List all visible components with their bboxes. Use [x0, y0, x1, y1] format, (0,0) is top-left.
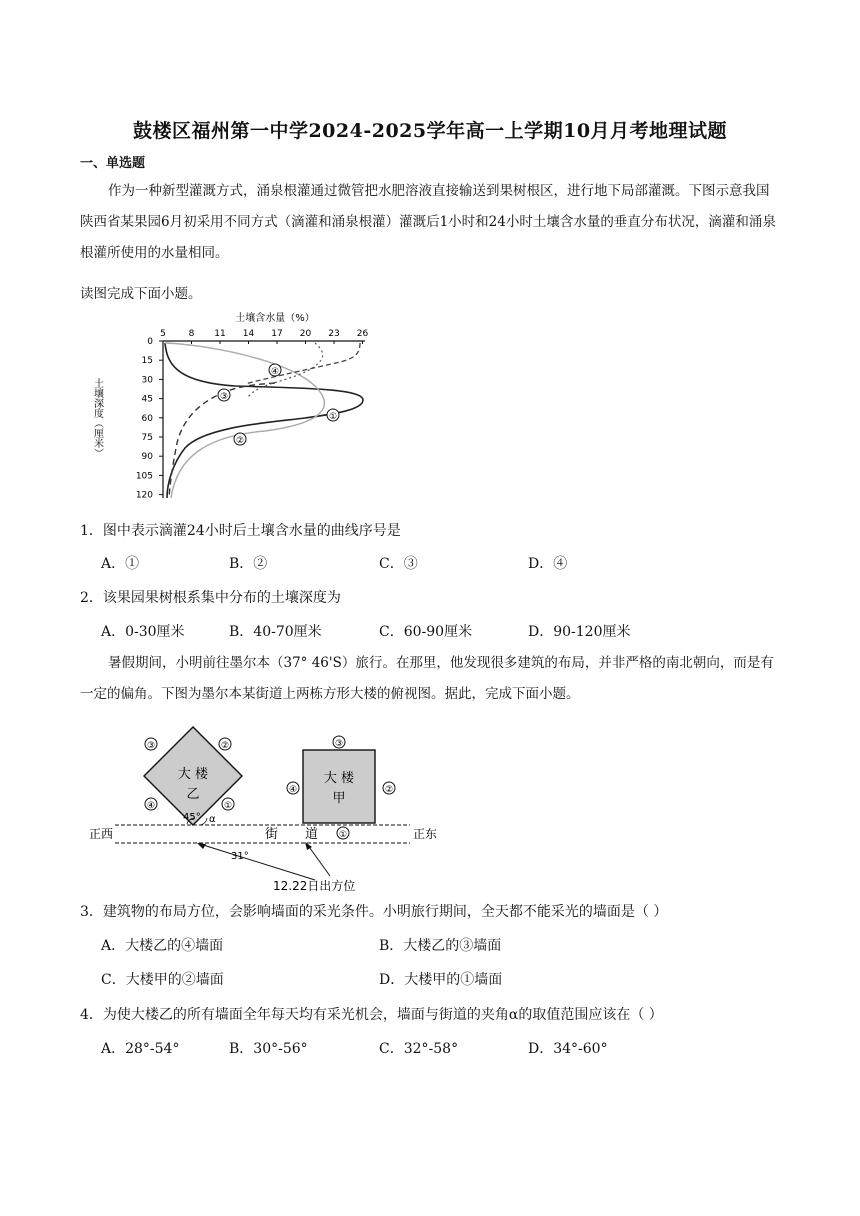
- q1-option-c[interactable]: C．③: [379, 556, 418, 572]
- x-tick-label: 20: [299, 329, 312, 339]
- curve-4: [247, 343, 323, 398]
- x-tick-label: 23: [328, 329, 340, 339]
- q4-option-a[interactable]: A．28°-54°: [101, 1041, 180, 1057]
- question-3: 3．建筑物的布局方位，会影响墙面的采光条件。小明旅行期间，全天都不能采光的墙面是（ ）: [80, 904, 668, 920]
- question-2: 2．该果园果树根系集中分布的土壤深度为: [80, 590, 341, 606]
- svg-text:12.22日出方位: 12.22日出方位: [273, 879, 356, 893]
- passage-1-instruction: 读图完成下面小题。: [80, 286, 202, 302]
- y-axis-title: 土壤深度（厘米）: [91, 378, 103, 458]
- x-tick-label: 14: [242, 329, 255, 339]
- q1-option-d[interactable]: D．④: [528, 556, 568, 572]
- svg-text:大 楼: 大 楼: [323, 771, 355, 786]
- q3-option-d[interactable]: D．大楼甲的①墙面: [379, 972, 503, 988]
- svg-text:大 楼: 大 楼: [177, 767, 209, 782]
- svg-text:④: ④: [146, 801, 156, 811]
- x-tick-label: 17: [271, 329, 283, 339]
- question-4: 4．为使大楼乙的所有墙面全年每天均有采光机会，墙面与街道的夹角α的取值范围应该在（ ）: [80, 1007, 663, 1023]
- svg-text:②: ②: [235, 436, 245, 446]
- y-tick-label: 90: [141, 452, 153, 463]
- svg-text:街: 街: [265, 827, 279, 842]
- y-tick-label: 105: [135, 471, 153, 482]
- q3-option-b[interactable]: B．大楼乙的③墙面: [379, 938, 502, 954]
- x-tick-label: 8: [188, 329, 195, 339]
- y-tick-label: 45: [141, 394, 153, 405]
- q2-option-b[interactable]: B．40-70厘米: [229, 624, 322, 640]
- svg-text:α: α: [209, 814, 216, 825]
- passage-2: 暑假期间，小明前往墨尔本（37° 46'S）旅行。在那里，他发现很多建筑的布局，并非严格的南北朝向，而是有一定的偏角。下图为墨尔本某街道上两栋方形大楼的俯视图。据此，完成下面小题。: [80, 655, 774, 702]
- y-tick-label: 60: [141, 413, 153, 424]
- svg-text:道: 道: [305, 827, 319, 842]
- svg-text:④: ④: [288, 785, 298, 795]
- page-title: 鼓楼区福州第一中学2024-2025学年高一上学期10月月考地理试题: [132, 120, 728, 142]
- svg-text:③: ③: [146, 741, 156, 751]
- q1-option-b[interactable]: B．②: [229, 556, 268, 572]
- svg-text:④: ④: [270, 367, 280, 377]
- q3-option-c[interactable]: C．大楼甲的②墙面: [101, 972, 224, 988]
- svg-text:31°: 31°: [231, 851, 249, 862]
- q2-option-c[interactable]: C．60-90厘米: [379, 624, 473, 640]
- y-tick-label: 0: [147, 337, 153, 347]
- svg-text:正东: 正东: [413, 827, 438, 841]
- x-tick-label: 11: [214, 329, 226, 339]
- passage-1: 作为一种新型灌溉方式，涌泉根灌通过微管把水肥溶液直接输送到果树根区，进行地下局部灌溉。下图示意我国陕西省某果园6月初采用不同方式（滴灌和涌泉根灌）灌溉后1小时和24小时土壤含水量的垂直分布状况，滴灌和涌泉根灌所使用的水量相同。: [80, 183, 776, 261]
- svg-text:①: ①: [338, 830, 348, 840]
- svg-text:乙: 乙: [186, 787, 200, 802]
- q4-option-d[interactable]: D．34°-60°: [528, 1041, 608, 1057]
- curve-2: [165, 343, 324, 498]
- x-tick-label: 26: [356, 329, 369, 339]
- question-1: 1．图中表示滴灌24小时后土壤含水量的曲线序号是: [80, 523, 401, 539]
- y-tick-label: 15: [141, 356, 153, 367]
- y-tick-label: 30: [141, 375, 153, 386]
- x-tick-label: 5: [160, 329, 166, 339]
- svg-text:甲: 甲: [332, 791, 346, 806]
- svg-text:③: ③: [219, 392, 229, 402]
- svg-text:③: ③: [334, 739, 344, 749]
- q4-option-b[interactable]: B．30°-56°: [229, 1041, 308, 1057]
- q4-option-c[interactable]: C．32°-58°: [379, 1041, 459, 1057]
- section-heading: 一、单选题: [80, 156, 146, 171]
- q2-option-d[interactable]: D．90-120厘米: [528, 624, 631, 640]
- svg-text:正西: 正西: [89, 827, 114, 841]
- y-tick-label: 120: [135, 490, 153, 501]
- svg-text:①: ①: [328, 412, 338, 422]
- q1-option-a[interactable]: A．①: [101, 556, 140, 572]
- svg-text:45°: 45°: [183, 812, 201, 823]
- svg-text:②: ②: [220, 741, 230, 751]
- svg-text:①: ①: [223, 801, 233, 811]
- svg-text:②: ②: [384, 785, 394, 795]
- q2-option-a[interactable]: A．0-30厘米: [101, 624, 185, 640]
- q3-option-a[interactable]: A．大楼乙的④墙面: [101, 938, 224, 954]
- buildings-figure: [85, 718, 445, 898]
- y-tick-label: 75: [141, 433, 153, 443]
- x-axis-title: 土壤含水量（%）: [235, 313, 315, 324]
- soil-moisture-figure: [85, 308, 385, 508]
- building-a: [303, 750, 375, 823]
